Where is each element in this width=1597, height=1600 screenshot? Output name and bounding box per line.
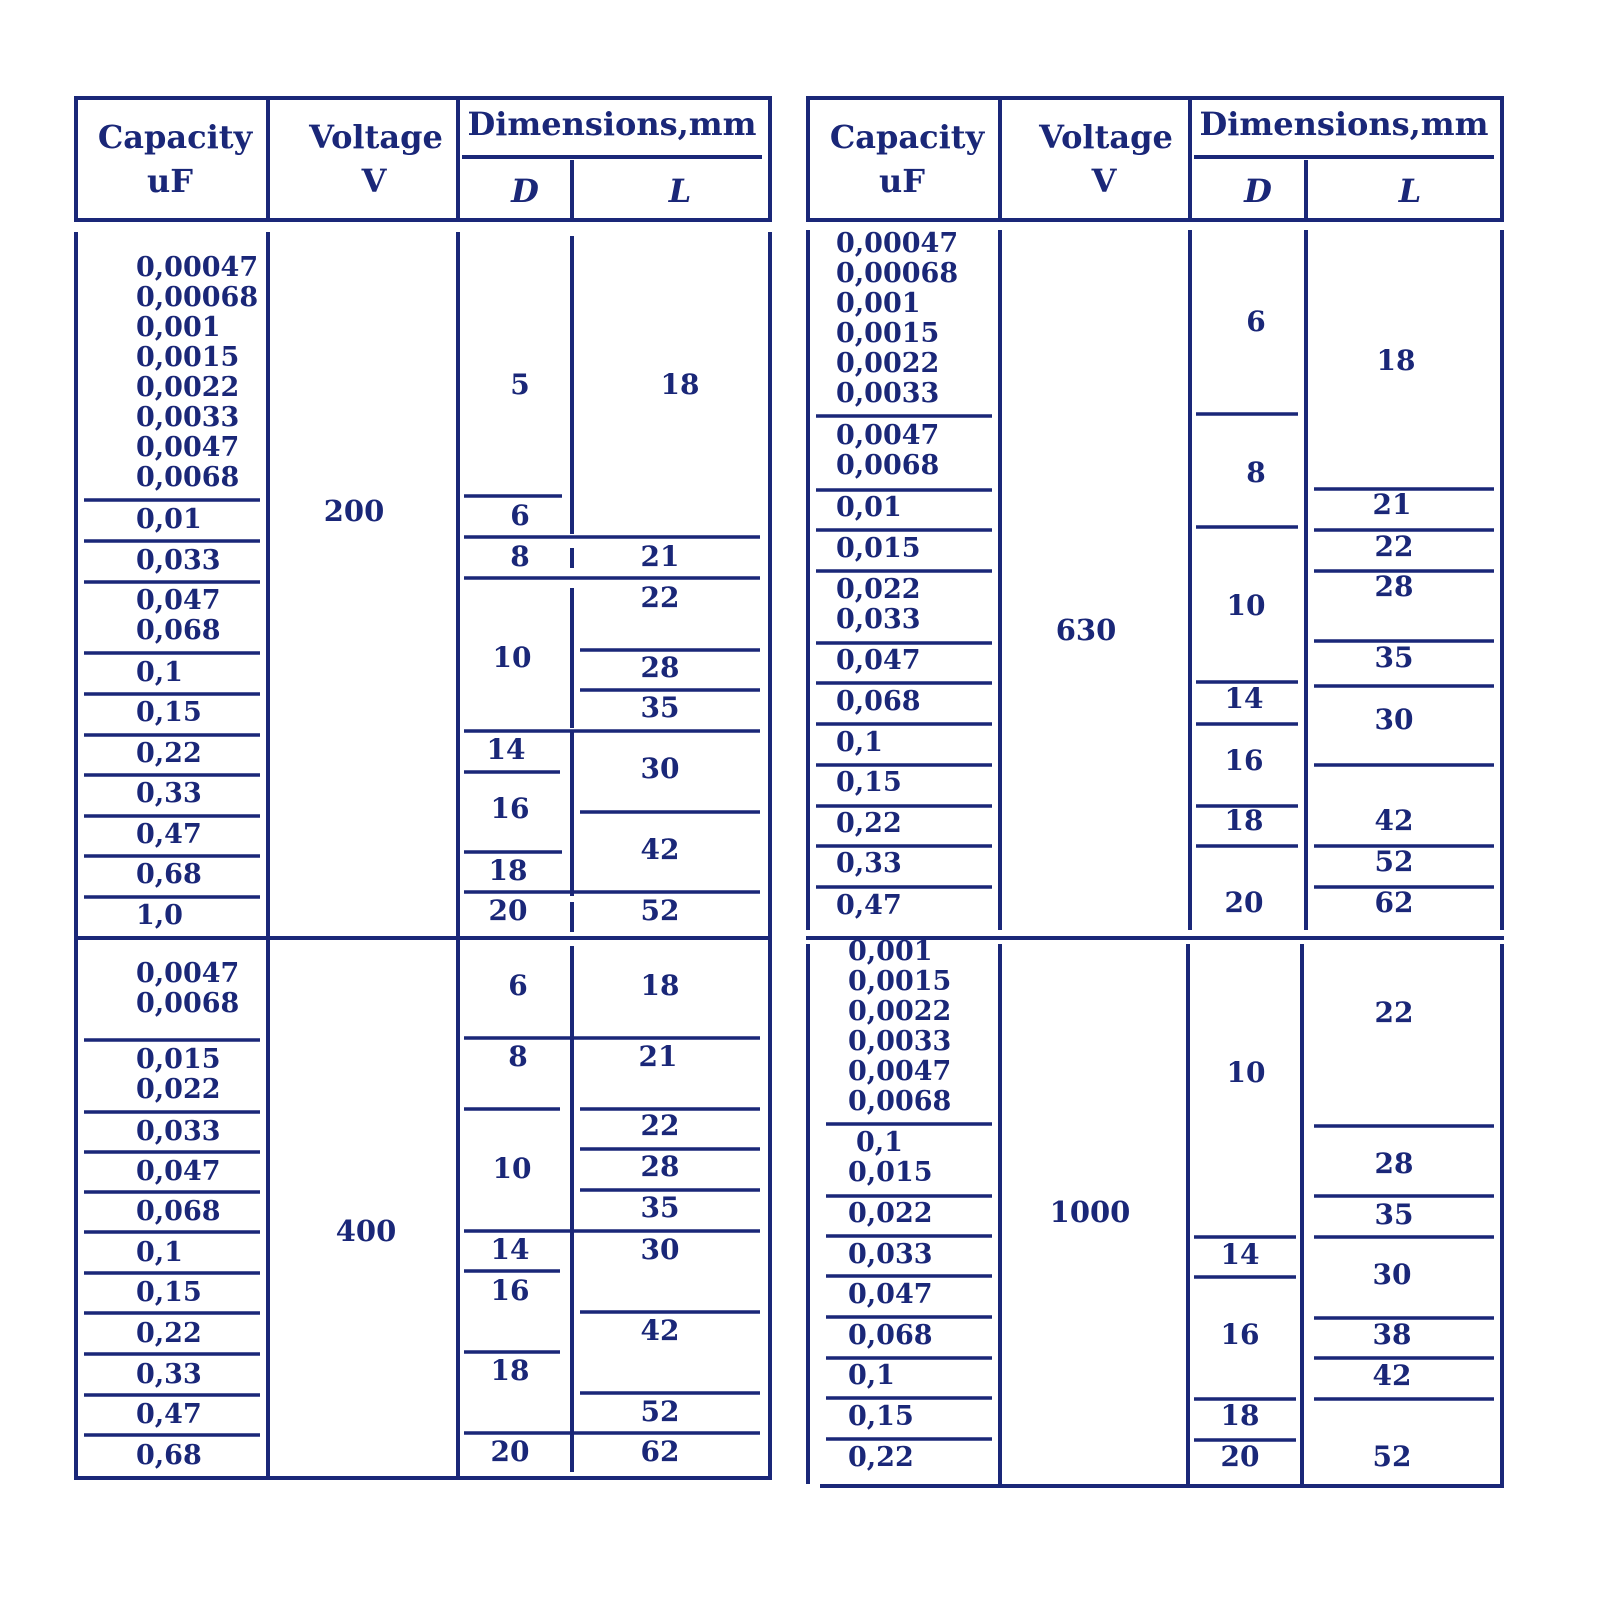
d-value: 8 bbox=[1246, 456, 1266, 489]
capacity-header: Capacity bbox=[829, 118, 985, 156]
capacity-unit-header: uF bbox=[879, 162, 925, 200]
l-value: 18 bbox=[640, 969, 680, 1002]
capacity-value: 0,033 bbox=[836, 604, 921, 635]
voltage-value: 1000 bbox=[1049, 1195, 1131, 1229]
table-right-1000-l-column bbox=[1373, 996, 1414, 1473]
l-value: 62 bbox=[640, 1435, 680, 1468]
d-value: 10 bbox=[1226, 1056, 1266, 1089]
l-value: 30 bbox=[640, 1233, 680, 1266]
l-value: 21 bbox=[638, 1040, 678, 1073]
l-value: 35 bbox=[640, 1191, 680, 1224]
d-value: 16 bbox=[1224, 744, 1264, 777]
l-value: 35 bbox=[1374, 1198, 1414, 1231]
capacity-value: 0,0047 bbox=[136, 432, 240, 463]
capacity-value: 0,01 bbox=[836, 492, 902, 523]
capacity-value: 0,0033 bbox=[836, 378, 940, 409]
l-value: 35 bbox=[1374, 641, 1414, 674]
l-value: 52 bbox=[640, 1395, 680, 1428]
capacity-value: 0,068 bbox=[136, 615, 221, 646]
table-left-200-dim-separators bbox=[464, 496, 760, 892]
capacity-value: 0,33 bbox=[836, 848, 902, 879]
d-value: 6 bbox=[508, 969, 528, 1002]
d-value: 18 bbox=[1220, 1399, 1260, 1432]
capacity-value: 0,047 bbox=[836, 645, 921, 676]
l-header: L bbox=[668, 172, 692, 210]
table-left bbox=[74, 98, 772, 1478]
capacity-value: 0,15 bbox=[836, 767, 902, 798]
capacity-value: 0,0033 bbox=[848, 1026, 952, 1057]
table-right-1000-d-column bbox=[1221, 1056, 1266, 1473]
l-value: 42 bbox=[640, 833, 680, 866]
capacity-value: 0,0047 bbox=[848, 1056, 952, 1087]
d-value: 10 bbox=[1226, 589, 1266, 622]
d-value: 20 bbox=[490, 1435, 530, 1468]
l-value: 35 bbox=[640, 691, 680, 724]
capacity-value: 0,47 bbox=[136, 1399, 202, 1430]
l-value: 38 bbox=[1372, 1318, 1412, 1351]
capacity-value: 0,0068 bbox=[836, 450, 940, 481]
capacity-value: 0,22 bbox=[836, 808, 902, 839]
capacity-value: 0,22 bbox=[136, 1318, 202, 1349]
table-right bbox=[806, 98, 1504, 1486]
voltage-header: Voltage bbox=[309, 118, 443, 156]
voltage-value: 630 bbox=[1055, 613, 1117, 647]
l-value: 42 bbox=[1372, 1359, 1412, 1392]
l-value: 30 bbox=[1372, 1258, 1412, 1291]
voltage-value: 200 bbox=[323, 494, 385, 528]
l-value: 22 bbox=[640, 1109, 680, 1142]
d-value: 10 bbox=[492, 1152, 532, 1185]
d-value: 14 bbox=[490, 1233, 530, 1266]
l-value: 28 bbox=[640, 651, 680, 684]
d-value: 14 bbox=[486, 733, 526, 766]
capacity-value: 0,022 bbox=[136, 1074, 221, 1105]
d-value: 14 bbox=[1224, 682, 1264, 715]
table-left-200-l-column bbox=[641, 368, 700, 927]
table-right-1000-dim-separators bbox=[1194, 1126, 1494, 1440]
d-value: 16 bbox=[1220, 1318, 1260, 1351]
capacity-value: 0,0068 bbox=[136, 988, 240, 1019]
capacity-value: 0,1 bbox=[856, 1127, 903, 1158]
table-right-1000-capacity-column bbox=[848, 936, 951, 1473]
capacity-value: 0,00068 bbox=[836, 258, 959, 289]
d-value: 18 bbox=[490, 1354, 530, 1387]
capacity-value: 0,0015 bbox=[836, 318, 940, 349]
capacity-value: 0,015 bbox=[136, 1044, 221, 1075]
d-header: D bbox=[1244, 172, 1272, 210]
capacity-value: 0,047 bbox=[848, 1279, 933, 1310]
capacity-value: 0,15 bbox=[848, 1401, 914, 1432]
capacity-value: 0,00047 bbox=[136, 252, 259, 283]
d-value: 6 bbox=[1246, 305, 1266, 338]
capacity-header: Capacity bbox=[97, 118, 253, 156]
capacity-value: 0,1 bbox=[836, 727, 883, 758]
capacity-value: 0,068 bbox=[136, 1196, 221, 1227]
d-value: 20 bbox=[1220, 1440, 1260, 1473]
l-value: 62 bbox=[1374, 886, 1414, 919]
l-value: 28 bbox=[1374, 570, 1414, 603]
capacity-value: 0,0068 bbox=[136, 462, 240, 493]
d-value: 10 bbox=[492, 641, 532, 674]
capacity-value: 0,22 bbox=[848, 1442, 914, 1473]
l-value: 28 bbox=[1374, 1147, 1414, 1180]
voltage-header: Voltage bbox=[1039, 118, 1173, 156]
capacity-value: 0,068 bbox=[836, 686, 921, 717]
capacity-value: 0,15 bbox=[136, 1277, 202, 1308]
l-value: 30 bbox=[1374, 703, 1414, 736]
table-left-200-capacity-column bbox=[136, 252, 258, 931]
table-right-630-l-column bbox=[1373, 344, 1416, 919]
capacity-value: 0,001 bbox=[848, 936, 933, 967]
capacity-value: 0,1 bbox=[136, 657, 183, 688]
capacity-value: 0,00068 bbox=[136, 282, 259, 313]
l-value: 18 bbox=[1376, 344, 1416, 377]
capacity-value: 0,001 bbox=[136, 312, 221, 343]
l-value: 18 bbox=[660, 368, 700, 401]
capacity-value: 0,68 bbox=[136, 859, 202, 890]
capacity-value: 0,00047 bbox=[836, 228, 959, 259]
capacity-value: 0,0022 bbox=[136, 372, 240, 403]
capacity-value: 0,0033 bbox=[136, 402, 240, 433]
l-value: 22 bbox=[640, 581, 680, 614]
voltage-unit-header: V bbox=[1091, 162, 1117, 200]
l-header: L bbox=[1398, 172, 1422, 210]
d-header: D bbox=[511, 172, 539, 210]
l-value: 30 bbox=[640, 752, 680, 785]
capacity-unit-header: uF bbox=[147, 162, 193, 200]
capacity-value: 0,022 bbox=[848, 1198, 933, 1229]
dimensions-header: Dimensions,mm bbox=[467, 105, 757, 143]
l-value: 21 bbox=[640, 540, 680, 573]
capacity-value: 0,0022 bbox=[836, 348, 940, 379]
capacity-value: 0,033 bbox=[848, 1239, 933, 1270]
l-value: 52 bbox=[640, 894, 680, 927]
capacity-value: 0,015 bbox=[848, 1157, 933, 1188]
capacity-value: 0,0068 bbox=[848, 1086, 952, 1117]
l-value: 28 bbox=[640, 1150, 680, 1183]
d-value: 20 bbox=[1224, 886, 1264, 919]
capacity-value: 1,0 bbox=[136, 900, 183, 931]
d-value: 16 bbox=[490, 792, 530, 825]
capacity-value: 0,0047 bbox=[136, 958, 240, 989]
capacity-value: 0,22 bbox=[136, 738, 202, 769]
l-value: 42 bbox=[1374, 804, 1414, 837]
capacity-value: 0,0015 bbox=[136, 342, 240, 373]
voltage-unit-header: V bbox=[361, 162, 387, 200]
l-value: 42 bbox=[640, 1314, 680, 1347]
capacity-value: 0,022 bbox=[836, 574, 921, 605]
capacity-value: 0,047 bbox=[136, 1156, 221, 1187]
l-value: 52 bbox=[1372, 1440, 1412, 1473]
capacity-value: 0,033 bbox=[136, 545, 221, 576]
capacity-value: 0,0047 bbox=[836, 420, 940, 451]
table-right-630-capacity-column bbox=[836, 228, 958, 921]
d-value: 14 bbox=[1220, 1238, 1260, 1271]
voltage-value: 400 bbox=[335, 1214, 397, 1248]
table-left-200-d-column bbox=[487, 368, 532, 927]
capacity-value: 0,1 bbox=[136, 1237, 183, 1268]
capacity-value: 0,33 bbox=[136, 1359, 202, 1390]
capacity-value: 0,33 bbox=[136, 778, 202, 809]
d-value: 5 bbox=[510, 368, 530, 401]
d-value: 8 bbox=[510, 540, 530, 573]
l-value: 22 bbox=[1374, 530, 1414, 563]
l-value: 21 bbox=[1372, 488, 1412, 521]
table-left-400-d-column bbox=[491, 969, 532, 1468]
d-value: 6 bbox=[510, 499, 530, 532]
capacity-value: 0,47 bbox=[136, 819, 202, 850]
capacity-value: 0,001 bbox=[836, 288, 921, 319]
table-right-630-d-column bbox=[1225, 305, 1266, 919]
capacity-value: 0,0022 bbox=[848, 996, 952, 1027]
capacity-value: 0,47 bbox=[836, 890, 902, 921]
d-value: 18 bbox=[488, 854, 528, 887]
l-value: 22 bbox=[1374, 996, 1414, 1029]
capacity-value: 0,068 bbox=[848, 1320, 933, 1351]
l-value: 52 bbox=[1374, 845, 1414, 878]
d-value: 16 bbox=[490, 1274, 530, 1307]
capacity-value: 0,047 bbox=[136, 585, 221, 616]
d-value: 8 bbox=[508, 1040, 528, 1073]
d-value: 20 bbox=[488, 894, 528, 927]
capacity-value: 0,15 bbox=[136, 697, 202, 728]
capacity-value: 0,0015 bbox=[848, 966, 952, 997]
capacity-value: 0,01 bbox=[136, 504, 202, 535]
capacity-value: 0,68 bbox=[136, 1440, 202, 1471]
d-value: 18 bbox=[1224, 804, 1264, 837]
capacity-value: 0,015 bbox=[836, 533, 921, 564]
capacity-value: 0,033 bbox=[136, 1116, 221, 1147]
dimensions-header: Dimensions,mm bbox=[1199, 105, 1489, 143]
capacity-value: 0,1 bbox=[848, 1360, 895, 1391]
